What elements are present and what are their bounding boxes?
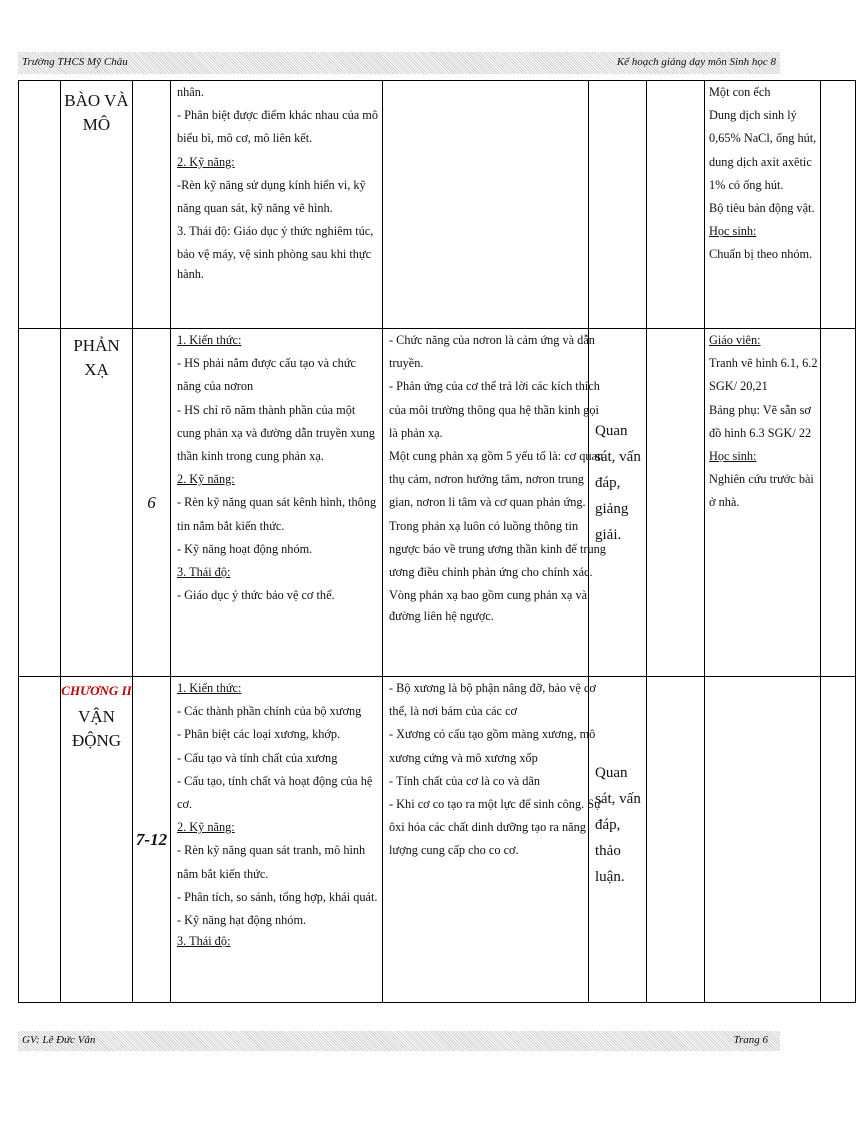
prep-line: Chuẩn bị theo nhóm. bbox=[709, 247, 813, 262]
objective-line: thần kinh trong cung phản xạ. bbox=[177, 449, 324, 464]
method-line: Quan bbox=[595, 422, 628, 439]
objective-line: 3. Thái độ: Giáo dục ý thức nghiêm túc, bbox=[177, 224, 374, 239]
blank-cell bbox=[821, 677, 856, 1003]
content-line: lượng cung cấp cho co cơ. bbox=[389, 843, 519, 858]
footer-teacher: GV: Lê Đức Vân bbox=[22, 1034, 96, 1046]
content-line: - Chức năng của nơron là cảm ứng và dẫn bbox=[389, 333, 595, 347]
method-cell bbox=[589, 677, 647, 1003]
method-line: đáp, bbox=[595, 816, 621, 833]
topic-cell bbox=[61, 329, 133, 677]
content-cell bbox=[383, 329, 606, 677]
method-line: đáp, bbox=[595, 474, 621, 491]
content-line: Trong phản xạ luôn có luồng thông tin bbox=[389, 518, 579, 533]
content-line: là phản xạ. bbox=[389, 425, 443, 440]
header-school: Trường THCS Mỹ Châu bbox=[22, 56, 128, 68]
objective-line: nắm bắt kiến thức. bbox=[177, 866, 269, 881]
topic-line: PHẢN XẠ bbox=[73, 336, 120, 379]
prep-line: Nghiên cứu trước bài bbox=[709, 472, 814, 487]
period-number: 7-12 bbox=[135, 829, 168, 849]
objective-line: cơ. bbox=[177, 797, 193, 812]
prep-line: Bảng phụ: Vẽ sẵn sơ bbox=[709, 402, 811, 417]
prep-cell bbox=[705, 81, 821, 329]
method-cell bbox=[589, 81, 647, 329]
topic-cell bbox=[61, 677, 133, 1003]
prep-line: 0,65% NaCl, ống hút, bbox=[709, 131, 817, 146]
objective-line: - Cấu tạo, tính chất và hoạt động của hệ bbox=[177, 773, 373, 788]
objective-line: nhân. bbox=[177, 85, 204, 99]
content-line: ôxi hóa các chất dinh dưỡng tạo ra năng bbox=[389, 820, 586, 835]
footer-band bbox=[18, 1031, 780, 1051]
blank-cell bbox=[19, 329, 61, 677]
topic-line: ĐỘNG bbox=[71, 731, 122, 750]
period-cell bbox=[133, 677, 171, 1003]
prep-line: SGK/ 20,21 bbox=[709, 379, 768, 394]
objective-line: bảo vệ máy, vệ sinh phòng sau khi thực bbox=[177, 247, 372, 262]
content-line: truyền. bbox=[389, 356, 424, 371]
table-row bbox=[19, 329, 856, 677]
content-line: - Bộ xương là bộ phận nâng đỡ, bảo vệ cơ bbox=[389, 681, 596, 695]
prep-line: ở nhà. bbox=[709, 495, 740, 510]
objective-line: - Phân tích, so sánh, tổng hợp, khái quát. bbox=[177, 889, 378, 904]
method-line: luận. bbox=[595, 868, 625, 885]
objective-line: 2. Kỹ năng: bbox=[177, 472, 235, 487]
method-line: sát, vấn bbox=[595, 448, 641, 465]
table-row bbox=[19, 81, 856, 329]
content-line: ngược báo về trung ương thần kinh để trung bbox=[389, 541, 606, 556]
objective-line: hành. bbox=[177, 266, 204, 281]
table-row bbox=[19, 677, 856, 1003]
prep-line: Giáo viên: bbox=[709, 333, 761, 347]
period-cell bbox=[133, 329, 171, 677]
objective-line: -Rèn kỹ năng sử dụng kính hiển vi, kỹ bbox=[177, 177, 366, 192]
content-line: - Tính chất của cơ là co và dãn bbox=[389, 773, 541, 788]
objective-line: - Phân biệt được điểm khác nhau của mô bbox=[177, 108, 378, 123]
objective-line: - HS chỉ rõ năm thành phần của một bbox=[177, 402, 356, 417]
method-line: giảng bbox=[595, 500, 629, 517]
prep-line: dung dịch axit axêtic bbox=[709, 154, 812, 169]
content-line: ương điều chỉnh phản ứng cho chính xác. bbox=[389, 565, 593, 580]
blank-cell bbox=[19, 677, 61, 1003]
blank-cell bbox=[647, 81, 705, 329]
objective-line: - Giáo dục ý thức bảo vệ cơ thể. bbox=[177, 588, 335, 603]
content-line: - Khi cơ co tạo ra một lực để sinh công. Sự bbox=[389, 797, 601, 812]
content-line: thụ cảm, nơron hướng tâm, nơron trung bbox=[389, 472, 584, 487]
content-line: - Phản ứng của cơ thể trả lời các kích thích bbox=[389, 379, 600, 394]
topic-cell bbox=[61, 81, 133, 329]
topic-line: VẬN bbox=[78, 707, 115, 726]
objective-line: - Kỹ năng hạt động nhóm. bbox=[177, 913, 307, 928]
blank-cell bbox=[647, 677, 705, 1003]
objectives-cell bbox=[171, 81, 383, 329]
content-line: của môi trường thông qua hệ thần kinh gọi bbox=[389, 402, 599, 417]
content-line: Một cung phản xạ gồm 5 yếu tố là: cơ quan bbox=[389, 449, 604, 464]
objective-line: năng của nơron bbox=[177, 379, 254, 394]
objective-line: - Các thành phần chính của bộ xương bbox=[177, 704, 362, 719]
prep-line: Tranh vẽ hình 6.1, 6.2 bbox=[709, 356, 818, 371]
prep-line: Học sinh: bbox=[709, 224, 757, 239]
header-doc-title: Kế hoạch giảng dạy môn Sinh học 8 bbox=[616, 56, 776, 68]
objective-line: 1. Kiến thức: bbox=[177, 333, 242, 347]
prep-line: Bộ tiêu bản động vật. bbox=[709, 201, 815, 216]
objective-line: biểu bì, mô cơ, mô liên kết. bbox=[177, 131, 313, 146]
content-line: thể, là nơi bám của các cơ bbox=[389, 704, 518, 719]
method-line: sát, vấn bbox=[595, 790, 641, 807]
prep-line: Một con ếch bbox=[709, 85, 771, 99]
objective-line: - Rèn kỹ năng quan sát kênh hình, thông bbox=[177, 495, 377, 510]
prep-line: 1% có ống hút. bbox=[709, 177, 784, 192]
prep-line: Dung dịch sinh lý bbox=[709, 108, 797, 123]
period-cell bbox=[133, 81, 171, 329]
period-number: 6 bbox=[147, 492, 156, 512]
chapter-label: CHƯƠNG II bbox=[61, 683, 132, 698]
objectives-cell bbox=[171, 329, 383, 677]
blank-cell bbox=[19, 81, 61, 329]
footer-page-number: Trang 6 bbox=[733, 1034, 768, 1046]
objective-line: - Cấu tạo và tính chất của xương bbox=[177, 750, 338, 765]
objective-line: - Phân biệt các loại xương, khớp. bbox=[177, 727, 341, 742]
method-line: thảo bbox=[595, 842, 621, 859]
content-cell bbox=[383, 677, 601, 1003]
objectives-cell bbox=[171, 677, 383, 1003]
content-line: gian, nơron li tâm và cơ quan phản ứng. bbox=[389, 495, 586, 510]
blank-cell bbox=[821, 329, 856, 677]
topic-line: MÔ bbox=[82, 115, 111, 134]
objective-line: - HS phải nắm được cấu tạo và chức bbox=[177, 356, 356, 371]
objective-line: - Rèn kỹ năng quan sát tranh, mô hình bbox=[177, 843, 366, 858]
prep-cell bbox=[705, 677, 821, 1003]
objective-line: năng quan sát, kỹ năng vẽ hình. bbox=[177, 201, 333, 216]
method-line: Quan bbox=[595, 764, 628, 781]
objective-line: cung phản xạ và đường dẫn truyền xung bbox=[177, 425, 375, 440]
objective-line: 2. Kỹ năng: bbox=[177, 820, 235, 835]
objective-line: 3. Thái độ: bbox=[177, 565, 231, 580]
objective-line: tin nắm bắt kiến thức. bbox=[177, 518, 285, 533]
content-line: xương cứng và mô xương xốp bbox=[389, 750, 538, 765]
prep-cell bbox=[705, 329, 821, 677]
objective-line: 2. Kỹ năng: bbox=[177, 154, 235, 169]
blank-cell bbox=[647, 329, 705, 677]
objective-line: 1. Kiến thức: bbox=[177, 681, 242, 695]
method-line: giải. bbox=[595, 526, 622, 543]
topic-line: BÀO VÀ bbox=[64, 91, 129, 110]
content-cell bbox=[383, 81, 589, 329]
content-line: Vòng phản xạ bao gồm cung phản xạ và bbox=[389, 588, 588, 603]
objective-line: - Kỹ năng hoạt động nhóm. bbox=[177, 541, 313, 556]
prep-line: đồ hình 6.3 SGK/ 22 bbox=[709, 425, 812, 440]
blank-cell bbox=[821, 81, 856, 329]
objective-line: 3. Thái độ: bbox=[177, 934, 231, 949]
content-line: đường liên hệ ngược. bbox=[389, 609, 494, 624]
lesson-plan-table bbox=[18, 80, 856, 1003]
content-line: - Xương có cấu tạo gồm màng xương, mô bbox=[389, 727, 596, 742]
prep-line: Học sinh: bbox=[709, 449, 757, 464]
